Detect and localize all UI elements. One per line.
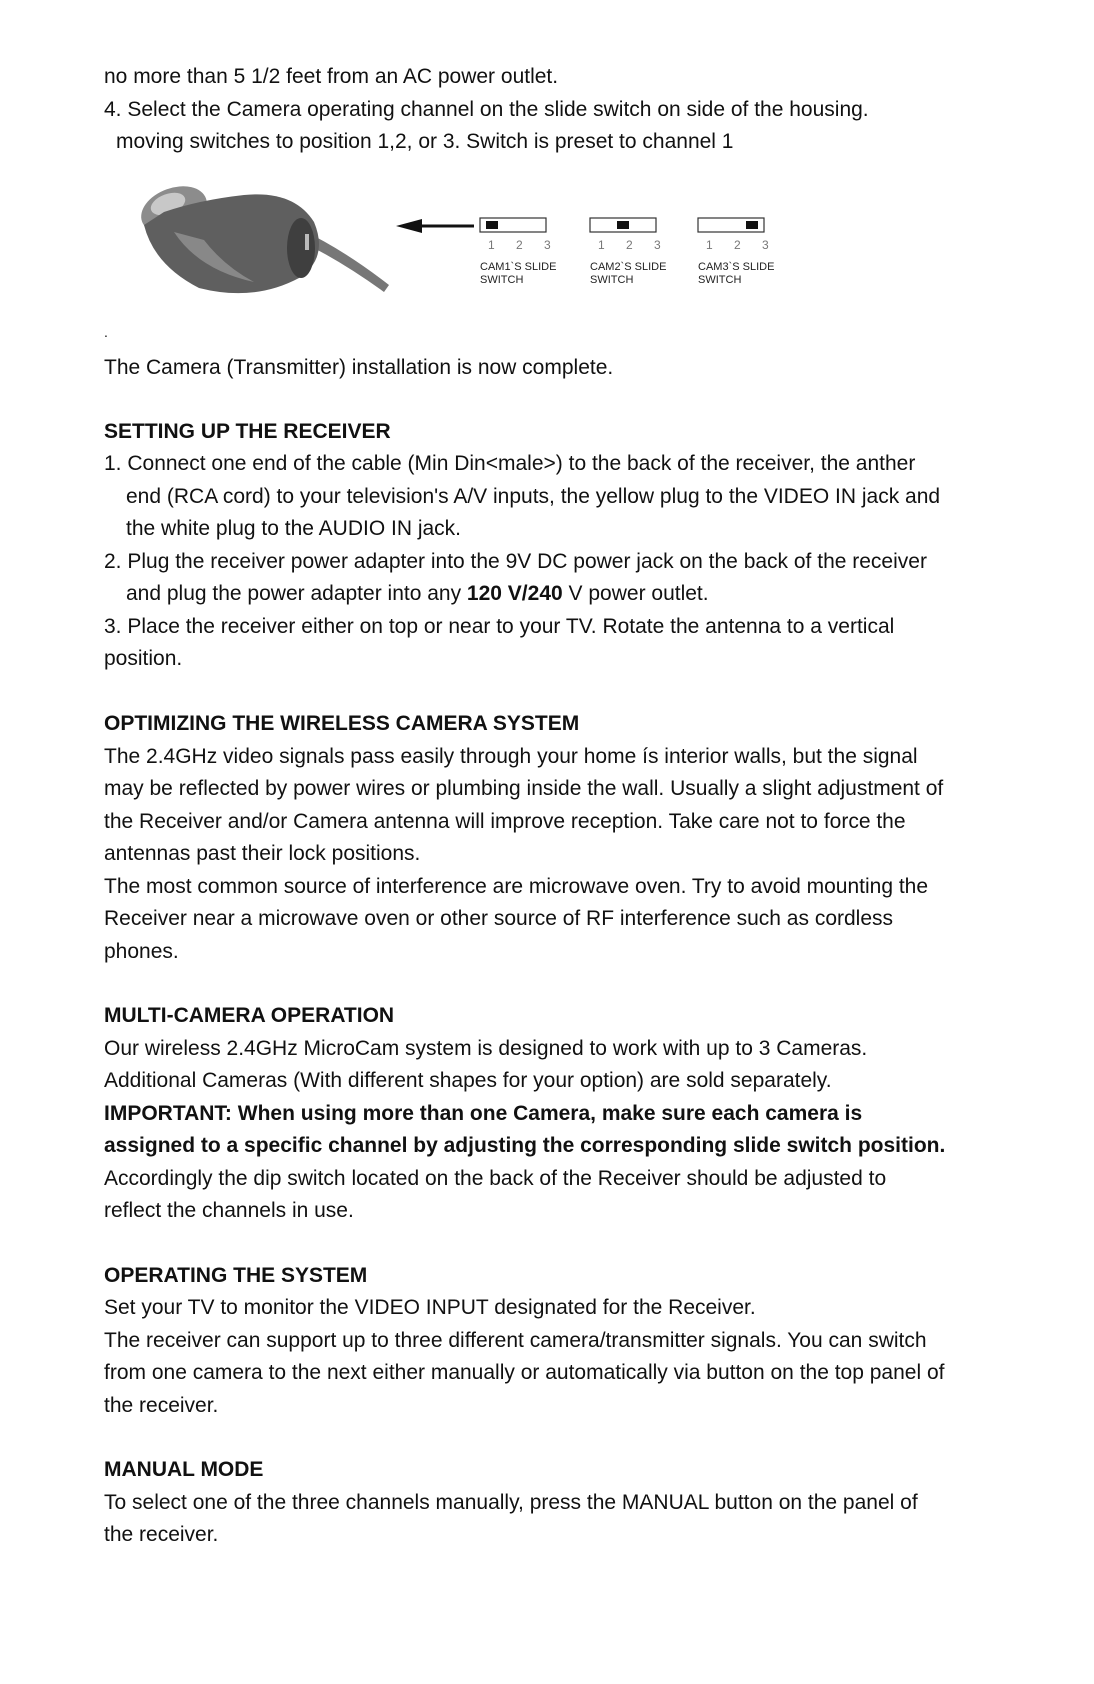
multi-line-5: Accordingly the dip switch located on the back of the Receiver should be adjusted to <box>104 1167 887 1190</box>
switch-knob <box>746 221 758 229</box>
receiver-line-2: end (RCA cord) to your television's A/V inputs, the yellow plug to the VIDEO IN jack and <box>126 485 941 508</box>
cam1-caption-line-1: CAM1`S SLIDE <box>480 261 557 273</box>
operating-line-2: The receiver can support up to three different camera/transmitter signals. You can switch <box>104 1329 927 1352</box>
optimizing-line-5: The most common source of interference are microwave oven. Try to avoid mounting the <box>104 875 929 898</box>
receiver-line-3: the white plug to the AUDIO IN jack. <box>126 517 461 540</box>
receiver-line-5 <box>104 578 1026 611</box>
cam2-caption-line-1: CAM2`S SLIDE <box>590 261 667 273</box>
cam3-caption-line-2: SWITCH <box>698 274 742 286</box>
optimizing-heading: OPTIMIZING THE WIRELESS CAMERA SYSTEM <box>104 712 580 735</box>
multi-line-6: reflect the channels in use. <box>104 1199 354 1222</box>
camera-illustration <box>135 178 389 293</box>
receiver-line-6: 3. Place the receiver either on top or near to your TV. Rotate the antenna to a vertical <box>104 615 895 638</box>
cam2-caption-line-2: SWITCH <box>590 274 634 286</box>
cam1-switch-numbers: 1 2 3 <box>488 238 560 252</box>
optimizing-line-1: The 2.4GHz video signals pass easily through your home ís interior walls, but the signal <box>104 745 918 768</box>
multi-camera-heading: MULTI-CAMERA OPERATION <box>104 1004 395 1027</box>
intro-line-1: no more than 5 1/2 feet from an AC power outlet. <box>104 65 559 88</box>
intro-line-2: 4. Select the Camera operating channel on the slide switch on side of the housing. <box>104 98 869 121</box>
receiver-heading: SETTING UP THE RECEIVER <box>104 420 391 443</box>
operating-line-1: Set your TV to monitor the VIDEO INPUT designated for the Receiver. <box>104 1296 756 1319</box>
optimizing-line-2: may be reflected by power wires or plumbing inside the wall. Usually a slight adjustment of <box>104 777 944 800</box>
camera-back <box>287 218 315 278</box>
voltage-bold: 120 V/240 <box>466 582 563 605</box>
stray-dot: . <box>104 324 108 340</box>
manual-line-1: To select one of the three channels manually, press the MANUAL button on the panel of <box>104 1491 918 1514</box>
cam3-slide-switch <box>698 218 764 232</box>
manual-mode-heading: MANUAL MODE <box>104 1458 264 1481</box>
multi-line-2: Additional Cameras (With different shapes for your option) are sold separately. <box>104 1069 832 1092</box>
receiver-line-7: position. <box>104 647 183 670</box>
optimizing-line-6: Receiver near a microwave oven or other source of RF interference such as cordless <box>104 907 894 930</box>
multi-important-line-1: IMPORTANT: When using more than one Camera, make sure each camera is <box>104 1102 863 1125</box>
cam3-caption-line-1: CAM3`S SLIDE <box>698 261 775 273</box>
operating-heading: OPERATING THE SYSTEM <box>104 1264 368 1287</box>
multi-line-1: Our wireless 2.4GHz MicroCam system is designed to work with up to 3 Cameras. <box>104 1037 868 1060</box>
cam1-slide-switch <box>480 218 546 232</box>
camera-switch <box>305 234 309 250</box>
cam2-switch-caption <box>590 261 666 287</box>
optimizing-line-4: antennas past their lock positions. <box>104 842 421 865</box>
manual-line-2: the receiver. <box>104 1523 219 1546</box>
optimizing-line-7: phones. <box>104 940 179 963</box>
cam1-caption-line-2: SWITCH <box>480 274 524 286</box>
operating-line-3: from one camera to the next either manually or automatically via button on the top panel of <box>104 1361 945 1384</box>
install-complete-text: The Camera (Transmitter) installation is now complete. <box>104 356 614 379</box>
multi-important-line-2: assigned to a specific channel by adjusting the corresponding slide switch position. <box>104 1134 946 1157</box>
receiver-line-5-c: V power outlet. <box>562 582 709 605</box>
optimizing-line-3: the Receiver and/or Camera antenna will improve reception. Take care not to force the <box>104 810 906 833</box>
switch-knob <box>486 221 498 229</box>
cam3-switch-numbers: 1 2 3 <box>706 238 778 252</box>
cam3-switch-caption <box>698 261 774 287</box>
receiver-line-5-a: and plug the power adapter into any <box>126 582 467 605</box>
switch-knob <box>617 221 629 229</box>
cam2-slide-switch <box>590 218 656 232</box>
cam1-switch-caption <box>480 261 556 287</box>
slide-switch-figure <box>104 170 864 320</box>
cam2-switch-numbers: 1 2 3 <box>598 238 670 252</box>
arrow-icon <box>396 219 474 233</box>
receiver-line-4: 2. Plug the receiver power adapter into the 9V DC power jack on the back of the receiver <box>104 550 927 573</box>
operating-line-4: the receiver. <box>104 1394 219 1417</box>
intro-line-3: moving switches to position 1,2, or 3. Switch is preset to channel 1 <box>116 130 734 153</box>
receiver-line-1: 1. Connect one end of the cable (Min Din<male>) to the back of the receiver, the anther <box>104 452 916 475</box>
